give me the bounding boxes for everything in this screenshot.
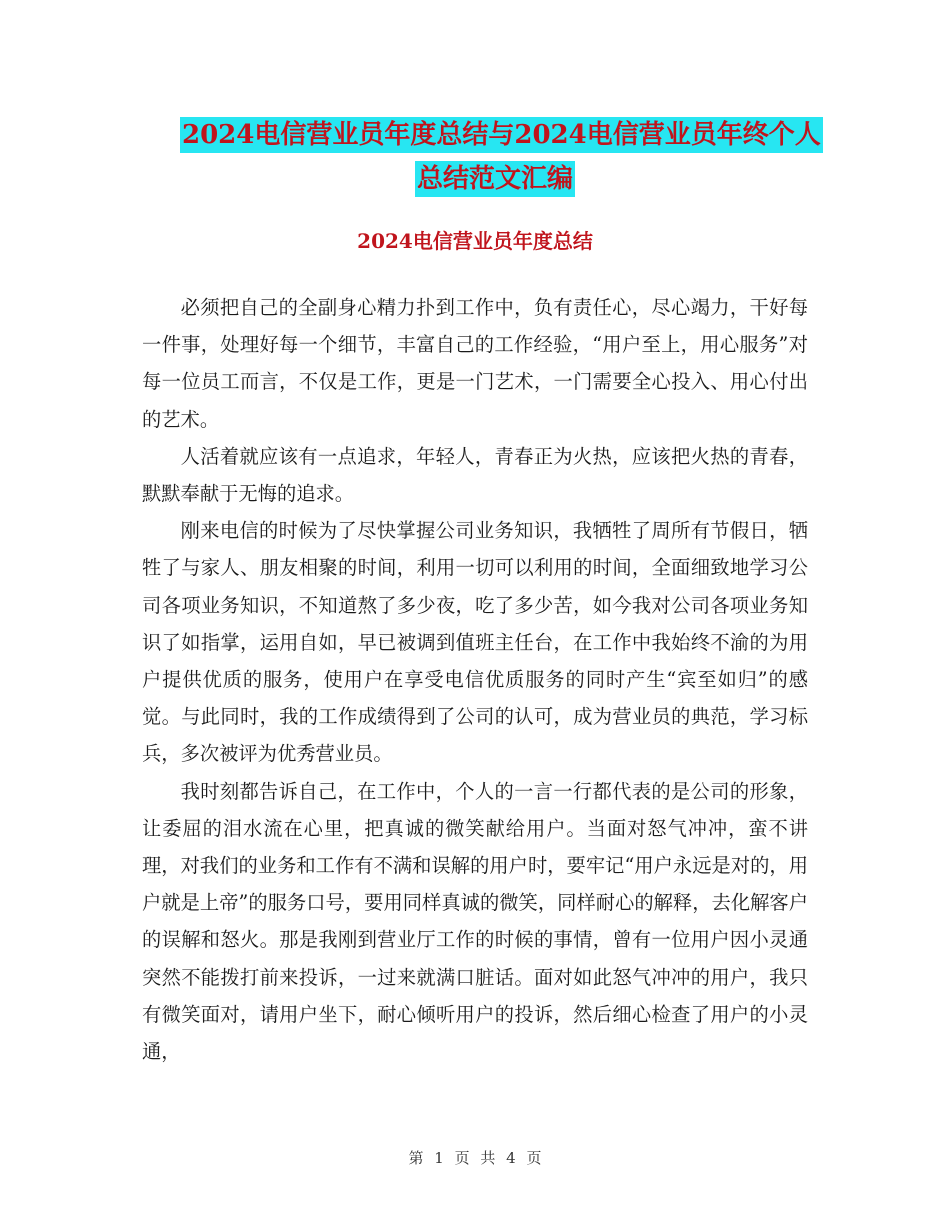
document-title-line-2 (180, 158, 810, 195)
paragraph: 我时刻都告诉自己，在工作中，个人的一言一行都代表的是公司的形象，让委屈的泪水流在心里，把真诚的微笑献给用户。当面对怒气冲冲，蛮不讲理，对我们的业务和工作有不满和误解的用户时，要牢记“用户永远是对的，用户就是上帝”的服务口号，要用同样真诚的微笑，同样耐心的解释，去化解客户的误解和怒火。那是我刚到营业厅工作的时候的事情，曾有一位用户因小灵通突然不能拨打前来投诉，一过来就满口脏话。面对如此怒气冲冲的用户，我只有微笑面对，请用户坐下，耐心倾听用户的投诉，然后细心检查了用户的小灵通， (142, 779, 808, 1064)
section-title: 2024电信营业员年度总结 (357, 229, 593, 253)
title-highlight: 总结范文汇编 (415, 161, 575, 197)
paragraph: 刚来电信的时候为了尽快掌握公司业务知识，我牺牲了周所有节假日，牺牲了与家人、朋友相聚的时间，利用一切可以利用的时间，全面细致地学习公司各项业务知识，不知道熬了多少夜，吃了多少苦，如今我对公司各项业务知识了如指掌，运用自如，早已被调到值班主任台，在工作中我始终不渝的为用户提供优质的服务，使用户在享受电信优质服务的同时产生“宾至如归”的感觉。与此同时，我的工作成绩得到了公司的认可，成为营业员的典范，学习标兵，多次被评为优秀营业员。 (142, 519, 808, 766)
document-title-line-1 (180, 114, 821, 151)
title-highlight: 2024电信营业员年度总结与2024电信营业员年终个人 (180, 117, 823, 153)
page-footer: 第 1 页 共 4 页 (408, 1149, 542, 1167)
document-body (142, 289, 808, 1070)
paragraph: 人活着就应该有一点追求，年轻人，青春正为火热，应该把火热的青春，默默奉献于无悔的追求。 (142, 444, 808, 506)
paragraph: 必须把自己的全副身心精力扑到工作中，负有责任心，尽心竭力，干好每一件事，处理好每一个细节，丰富自己的工作经验，“用户至上，用心服务”对每一位员工而言，不仅是工作，更是一门艺术，一门需要全心投入、用心付出的艺术。 (142, 296, 808, 431)
